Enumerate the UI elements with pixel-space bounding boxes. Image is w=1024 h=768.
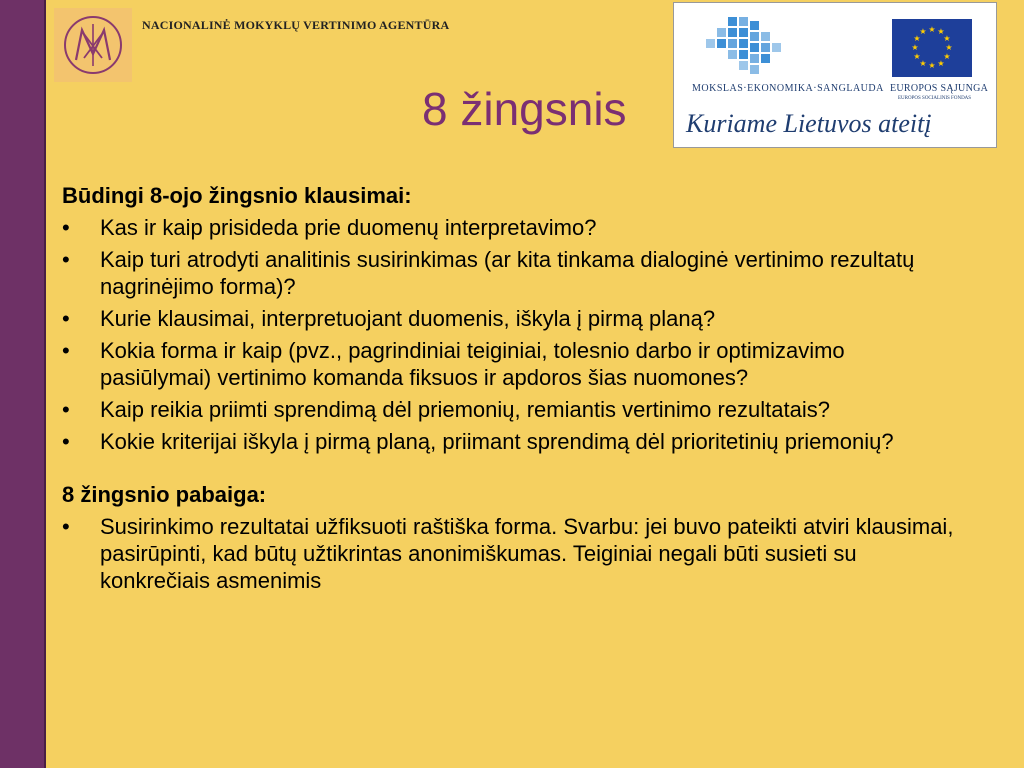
- svg-text:★: ★: [919, 27, 927, 36]
- svg-text:★: ★: [945, 43, 953, 52]
- mosaic-logo-icon: [704, 17, 804, 77]
- svg-text:★: ★: [911, 43, 919, 52]
- eu-fund-name: EUROPOS SOCIALINIS FONDAS: [898, 96, 972, 101]
- list-item: • Susirinkimo rezultatai užfiksuoti raštiška forma. Svarbu: jei buvo pateikti atviri klausimai, pasirūpinti, kad būtų užtikrintas anonimiškumas. Teiginiai negali būti susieti su konkrečiais asmenimis: [62, 513, 962, 594]
- monogram-icon: [62, 14, 124, 76]
- eu-flag-icon: [892, 19, 972, 77]
- program-text: MOKSLAS·EKONOMIKA·SANGLAUDA: [692, 83, 884, 94]
- svg-text:★: ★: [943, 34, 951, 43]
- section-heading-end: 8 žingsnio pabaiga:: [62, 482, 267, 507]
- eu-name: EUROPOS SĄJUNGA: [890, 83, 989, 94]
- slide-body: [62, 182, 962, 599]
- list-item: • Kurie klausimai, interpretuojant duomenis, iškyla į pirmą planą?: [62, 305, 962, 332]
- list-item: • Kaip reikia priimti sprendimą dėl priemonių, remiantis vertinimo rezultatais?: [62, 396, 962, 423]
- svg-text:★: ★: [919, 59, 927, 68]
- svg-text:★: ★: [937, 59, 945, 68]
- svg-text:★: ★: [943, 52, 951, 61]
- slogan-text: Kuriame Lietuvos ateitį: [686, 109, 932, 138]
- svg-text:★: ★: [928, 25, 936, 34]
- end-list: [62, 513, 962, 594]
- list-item: • Kokia forma ir kaip (pvz., pagrindiniai teiginiai, tolesnio darbo ir optimizavimo pasiūlymai) vertinimo komanda fiksuos ir apdoros šias nuomones?: [62, 337, 962, 391]
- list-item: • Kas ir kaip prisideda prie duomenų interpretavimo?: [62, 214, 962, 241]
- section-heading-questions: Būdingi 8-ojo žingsnio klausimai:: [62, 183, 412, 208]
- svg-text:★: ★: [937, 27, 945, 36]
- partner-logos-banner: [673, 2, 997, 148]
- svg-text:★: ★: [913, 34, 921, 43]
- questions-list: [62, 214, 962, 455]
- slide-title: 8 žingsnis: [422, 83, 627, 135]
- list-item: • Kokie kriterijai iškyla į pirmą planą, priimant sprendimą dėl prioritetinių priemonių?: [62, 428, 962, 455]
- sidebar-stripe: [0, 0, 46, 768]
- agency-name: NACIONALINĖ MOKYKLŲ VERTINIMO AGENTŪRA: [142, 18, 450, 32]
- agency-logo: [54, 8, 132, 82]
- list-item: • Kaip turi atrodyti analitinis susirinkimas (ar kita tinkama dialoginė vertinimo rezultatų nagrinėjimo forma)?: [62, 246, 962, 300]
- svg-text:★: ★: [928, 61, 936, 70]
- svg-text:★: ★: [913, 52, 921, 61]
